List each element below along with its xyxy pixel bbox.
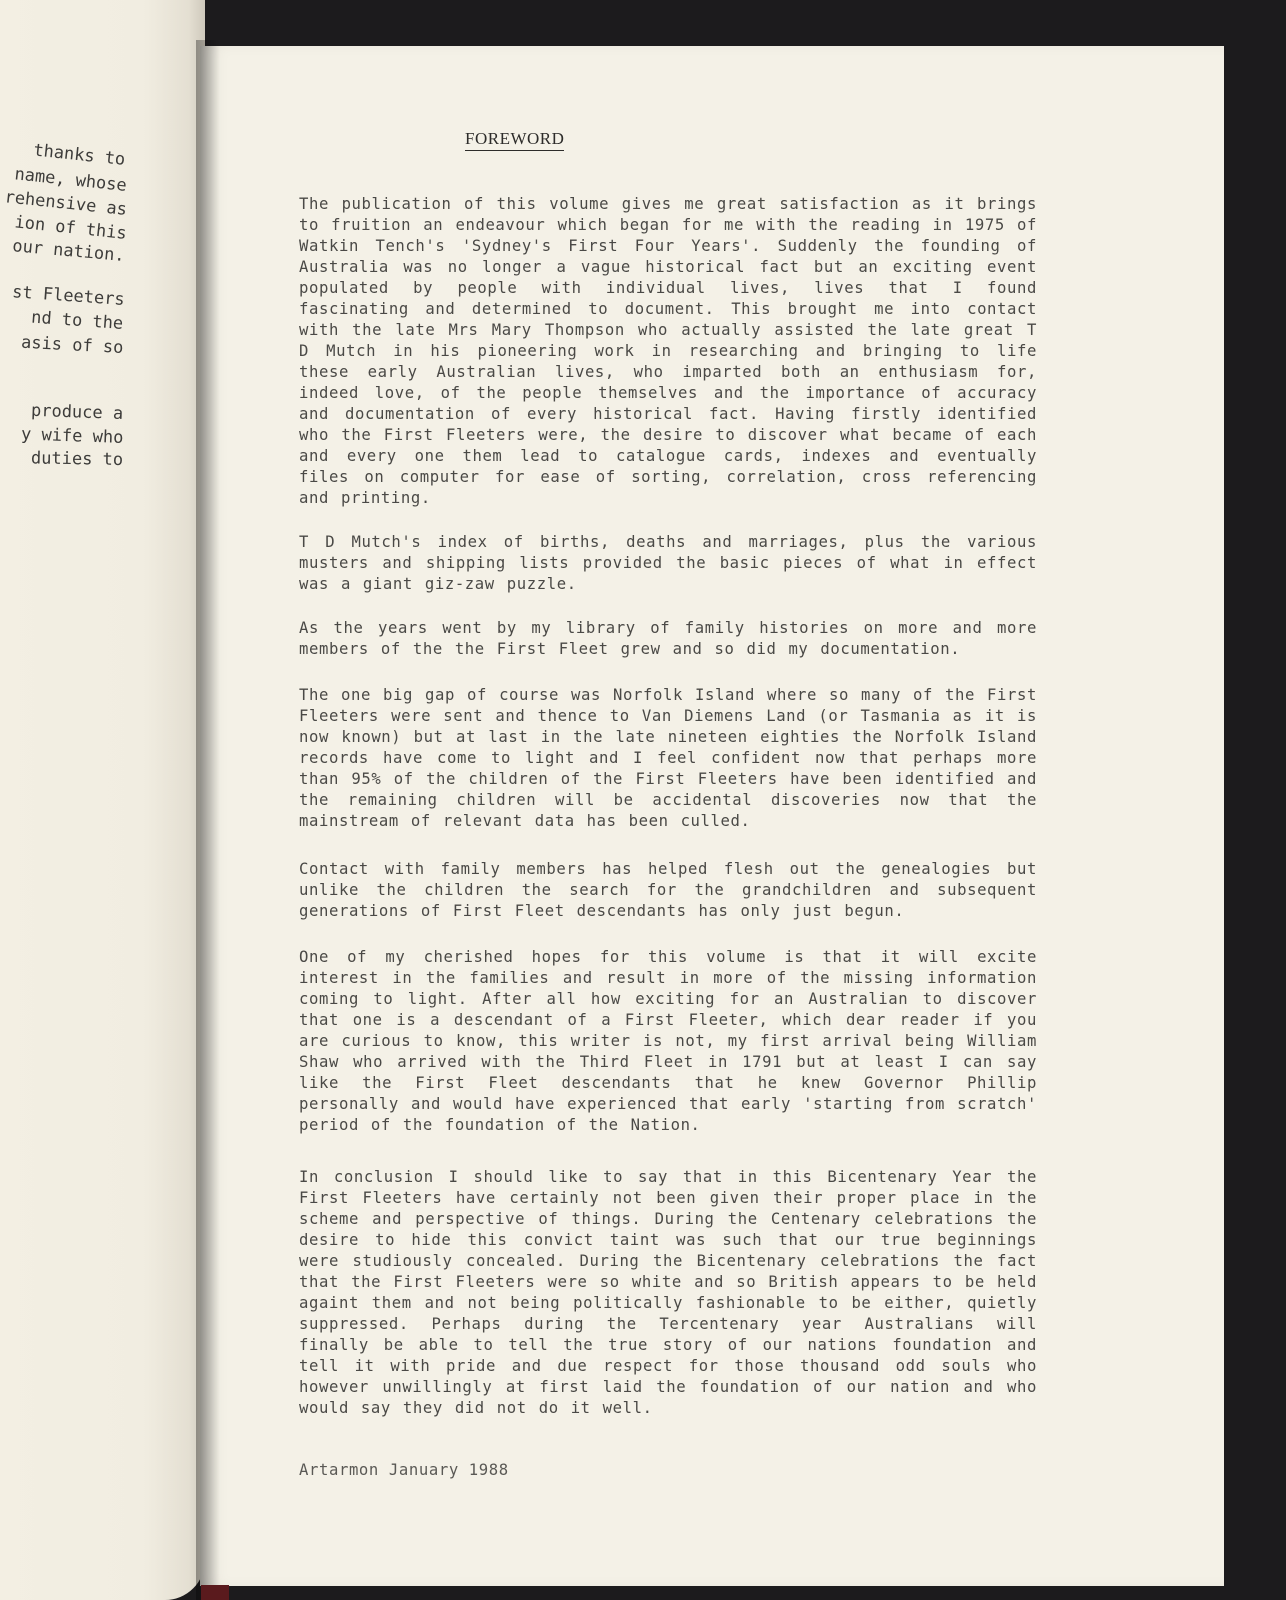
left-page-line: thanks to <box>32 140 127 170</box>
left-page <box>0 0 205 1600</box>
foreword-paragraph: T D Mutch's index of births, deaths and marriages, plus the various musters and shipping lists provided the basic pieces of what in effect was a giant giz-zaw puzzle. <box>299 533 1037 593</box>
foreword-title: FOREWORD <box>465 129 564 151</box>
left-page-line: asis of so <box>20 332 124 358</box>
foreword-paragraph: In conclusion I should like to say that in this Bicentenary Year the First Fleeters have certainly not been given their proper place in the scheme and perspective of things. During the Centenary celebrations the desire to hide this convict taint was such that our true beginnings were studiously concealed. During the Bicentenary celebrations the fact that the First Fleeters were so white and so British appears to be held againt them and not being politically fashionable to be either, quietly suppressed. Perhaps during the Tercentenary year Australians will finally be able to tell the true story of our nations foundation and tell it with pride and due respect for those thousand odd souls who however unwillingly at first laid the foundation of our nation and who would say they did not do it well. <box>299 1168 1037 1417</box>
foreword-signoff: Artarmon January 1988 <box>299 1461 509 1479</box>
foreword-paragraph: The one big gap of course was Norfolk Island where so many of the First Fleeters were sent and thence to Van Diemens Land (or Tasmania as it is now known) but at last in the late nineteen eighties the Norfolk Island records have come to light and I feel confident now that perhaps more than 95% of the children of the First Fleeters have been identified and the remaining children will be accidental discoveries now that the mainstream of relevant data has been culled. <box>299 686 1037 830</box>
foreword-paragraph: The publication of this volume gives me great satisfaction as it brings to fruition an endeavour which began for me with the reading in 1975 of Watkin Tench's 'Sydney's First Four Years'. Suddenly the founding of Australia was no longer a vague historical fact but an exciting event populated by people with individual lives, lives that I found fascinating and determined to document. This brought me into contact with the late Mrs Mary Thompson who actually assisted the late great T D Mutch in his pioneering work in researching and bringing to life these early Australian lives, who imparted both an enthusiasm for, indeed love, of the people themselves and the importance of accuracy and documentation of every historical fact. Having firstly identified who the First Fleeters were, the desire to discover what became of each and every one them lead to catalogue cards, indexes and eventually files on computer for ease of sorting, correlation, cross referencing and printing. <box>299 195 1037 507</box>
book-cover-edge <box>201 1585 229 1600</box>
left-page-line: produce a <box>30 400 124 424</box>
foreword-paragraph: One of my cherished hopes for this volume is that it will excite interest in the families and result in more of the missing information coming to light. After all how exciting for an Australian to discover that one is a descendant of a First Fleeter, which dear reader if you are curious to know, this writer is not, my first arrival being William Shaw who arrived with the Third Fleet in 1791 but at least I can say like the First Fleet descendants that he knew Governor Phillip personally and would have experienced that early 'starting from scratch' period of the foundation of the Nation. <box>299 948 1037 1134</box>
left-page-line: ion of this <box>13 212 129 244</box>
left-page-line: st Fleeters <box>11 282 126 310</box>
left-page-line: name, whose <box>13 164 129 196</box>
foreword-paragraph: As the years went by my library of family histories on more and more members of the the First Fleet grew and so did my documentation. <box>299 619 1037 658</box>
left-page-line: nd to the <box>30 307 124 334</box>
foreword-page <box>200 46 1224 1586</box>
foreword-paragraph: Contact with family members has helped flesh out the genealogies but unlike the children the search for the grandchildren and subsequent generations of First Fleet descendants has only just begun. <box>299 860 1037 920</box>
left-page-line: rehensive as <box>3 187 129 220</box>
left-page-line: y wife who <box>20 424 124 448</box>
book-gutter-shadow <box>196 40 220 1600</box>
left-page-line: our nation. <box>11 236 126 266</box>
left-page-line: duties to <box>30 448 124 470</box>
